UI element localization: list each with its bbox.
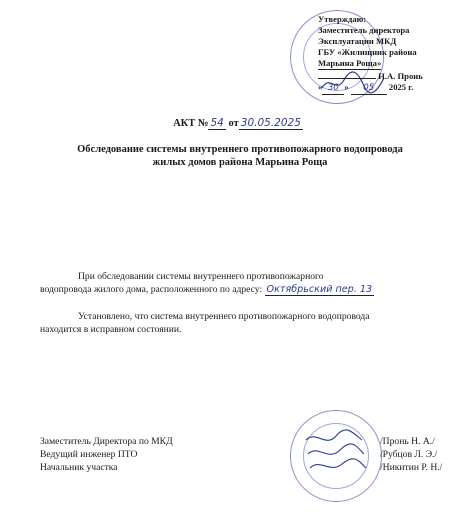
act-heading bbox=[0, 117, 476, 129]
signature-name bbox=[358, 461, 468, 474]
approval-line: Марьина Роща» bbox=[318, 58, 382, 68]
signature-name-text: /Никитин Р. Н./ bbox=[380, 462, 443, 473]
signature-title: Начальник участка bbox=[40, 462, 118, 473]
body-text: водопровода жилого дома, расположенного по адресу: bbox=[40, 284, 263, 295]
approval-block bbox=[318, 14, 468, 95]
act-number: 54 bbox=[210, 117, 224, 129]
signature-title: Заместитель Директора по МКД bbox=[40, 436, 173, 447]
body-paragraph-2-line: Установлено, что система внутреннего противопожарного водопровода bbox=[78, 311, 370, 322]
signature-name bbox=[358, 448, 468, 461]
approval-date-day: 30 bbox=[322, 83, 344, 95]
act-prefix: АКТ № bbox=[173, 118, 209, 129]
body-paragraph-1-line bbox=[40, 284, 374, 297]
approval-date-month: 05 bbox=[351, 83, 387, 95]
subject-line: жилых домов района Марьина Роща bbox=[152, 157, 328, 168]
body-paragraph-2-line: находится в исправном состоянии. bbox=[40, 324, 182, 335]
signature-name-text: /Рубцов Л. Э./ bbox=[380, 449, 438, 460]
approval-line: Заместитель директора bbox=[318, 25, 410, 35]
approval-line: ГБУ «Жилищник района bbox=[318, 47, 417, 57]
act-subject bbox=[30, 143, 450, 169]
approval-line: Эксплуатации МКД bbox=[318, 36, 397, 46]
approval-signature-line bbox=[318, 70, 376, 79]
signature-names bbox=[358, 435, 468, 474]
signature-name bbox=[358, 435, 468, 448]
approval-signer: Н.А. Пронь bbox=[378, 71, 423, 81]
signature-title: Ведущий инженер ПТО bbox=[40, 449, 138, 460]
signature-titles bbox=[40, 435, 173, 474]
address-handwritten: Октябрьский пер. 13 bbox=[266, 284, 373, 295]
signature-name-text: /Пронь Н. А./ bbox=[380, 436, 435, 447]
approval-date-row: « 30 » 05 2025 г. bbox=[318, 82, 414, 93]
body-paragraph-1-line: При обследовании системы внутреннего противопожарного bbox=[78, 271, 324, 282]
act-from: от bbox=[228, 118, 239, 129]
subject-line: Обследование системы внутреннего противопожарного водопровода bbox=[77, 144, 403, 155]
approval-line: Утверждаю: bbox=[318, 14, 367, 24]
approval-signer-row bbox=[318, 70, 468, 82]
approval-date-year: 2025 г. bbox=[388, 82, 414, 92]
act-date: 30.05.2025 bbox=[240, 117, 301, 129]
